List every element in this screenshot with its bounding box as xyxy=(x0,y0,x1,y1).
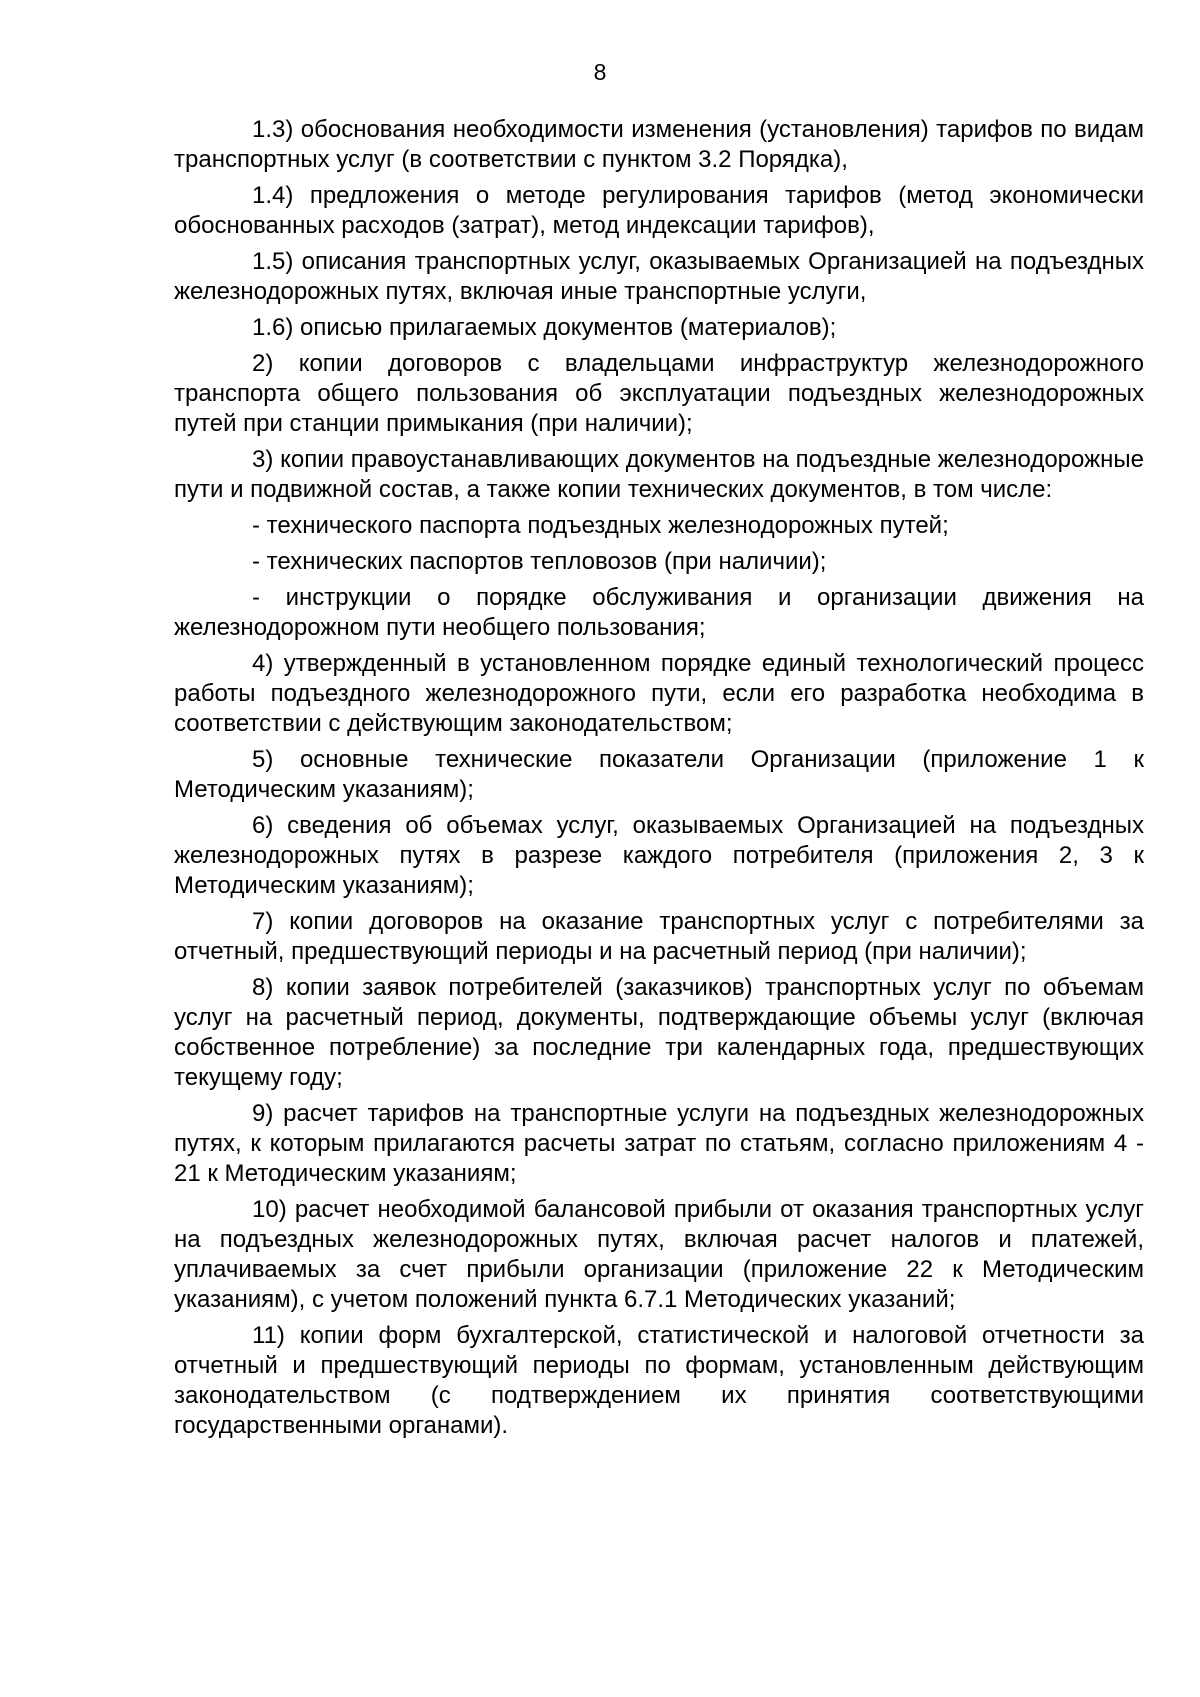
paragraph-9: 9) расчет тарифов на транспортные услуги на подъездных железнодорожных путях, к которым прилагаются расчеты затрат по статьям, согласно приложениям 4 - 21 к Методическим указаниям; xyxy=(174,1100,1144,1187)
paragraph-8: 8) копии заявок потребителей (заказчиков) транспортных услуг по объемам услуг на расчетный период, документы, подтверждающие объемы услуг (включая собственное потребление) за последние три календарных года, предшествующих текущему году; xyxy=(174,974,1144,1091)
paragraph-1-5: 1.5) описания транспортных услуг, оказываемых Организацией на подъездных железнодорожных путях, включая иные транспортные услуги, xyxy=(174,248,1144,305)
page-number: 8 xyxy=(593,59,607,85)
paragraph-10: 10) расчет необходимой балансовой прибыли от оказания транспортных услуг на подъездных железнодорожных путях, включая расчет налогов и платежей, уплачиваемых за счет прибыли организации (приложение 22 к Методическим указаниям), с учетом положений пункта 6.7.1 Методических указаний; xyxy=(174,1196,1144,1313)
paragraph-11: 11) копии форм бухгалтерской, статистической и налоговой отчетности за отчетный и предшествующий периоды по формам, установленным действующим законодательством (с подтверждением их принятия соответствующими государственными органами). xyxy=(174,1322,1144,1439)
paragraph-4: 4) утвержденный в установленном порядке единый технологический процесс работы подъездного железнодорожного пути, если его разработка необходима в соответствии с действующим законодательством; xyxy=(174,650,1144,737)
paragraph-6: 6) сведения об объемах услуг, оказываемых Организацией на подъездных железнодорожных путях в разрезе каждого потребителя (приложения 2, 3 к Методическим указаниям); xyxy=(174,812,1144,899)
list-item-technical-passports-locomotives: - технических паспортов тепловозов (при наличии); xyxy=(252,548,827,575)
paragraph-1-3: 1.3) обоснования необходимости изменения (установления) тарифов по видам транспортных услуг (в соответствии с пунктом 3.2 Порядка), xyxy=(174,116,1144,173)
paragraph-3: 3) копии правоустанавливающих документов на подъездные железнодорожные пути и подвижной состав, а также копии технических документов, в том числе: xyxy=(174,446,1144,503)
paragraph-5: 5) основные технические показатели Организации (приложение 1 к Методическим указаниям); xyxy=(174,746,1144,803)
document-body xyxy=(174,115,1144,1447)
paragraph-1-6: 1.6) описью прилагаемых документов (материалов); xyxy=(252,314,837,341)
list-item-traffic-instruction: - инструкции о порядке обслуживания и организации движения на железнодорожном пути необщего пользования; xyxy=(174,584,1144,641)
list-item-technical-passport-tracks: - технического паспорта подъездных железнодорожных путей; xyxy=(252,512,949,539)
paragraph-2: 2) копии договоров с владельцами инфраструктур железнодорожного транспорта общего пользования об эксплуатации подъездных железнодорожных путей при станции примыкания (при наличии); xyxy=(174,350,1144,437)
paragraph-1-4: 1.4) предложения о методе регулирования тарифов (метод экономически обоснованных расходов (затрат), метод индексации тарифов), xyxy=(174,182,1144,239)
paragraph-7: 7) копии договоров на оказание транспортных услуг с потребителями за отчетный, предшествующий периоды и на расчетный период (при наличии); xyxy=(174,908,1144,965)
